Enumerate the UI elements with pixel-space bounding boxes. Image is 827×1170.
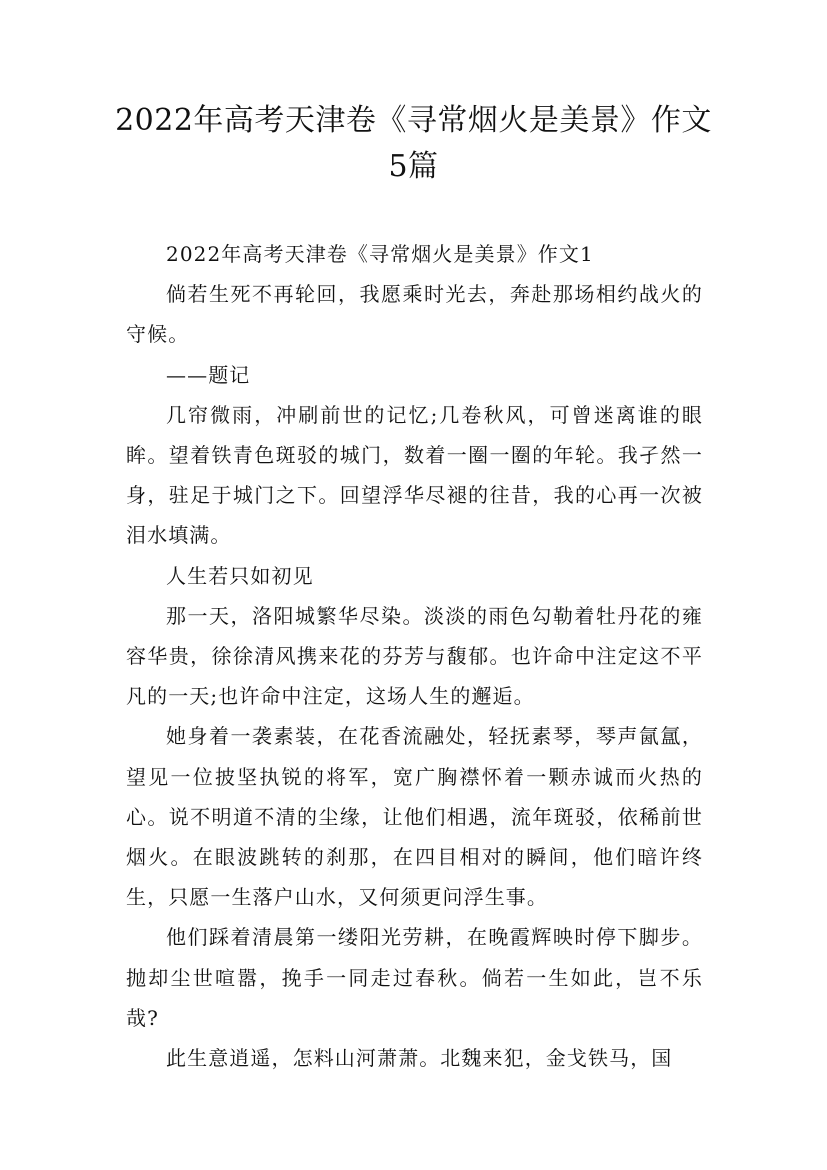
title-line-2: 5篇 <box>388 149 439 184</box>
paragraph: 她身着一袭素装，在花香流融处，轻抚素琴，琴声氤氲，望见一位披坚执锐的将军，宽广胸襟怀着一颗赤诚而火热的心。说不明道不清的尘缘，让他们相遇，流年斑驳，依稀前世烟火。在眼波跳转的刹那，在四目相对的瞬间，他们暗许终生，只愿一生落户山水，又何须更问浮生事。 <box>126 724 703 910</box>
document-title <box>100 98 727 190</box>
epigraph-attribution: ——题记 <box>166 362 251 387</box>
paragraph: 他们踩着清晨第一缕阳光劳耕，在晚霞辉映时停下脚步。抛却尘世喧嚣，挽手一同走过春秋。倘若一生如此，岂不乐哉? <box>126 925 703 1030</box>
essay-heading: 2022年高考天津卷《寻常烟火是美景》作文1 <box>166 242 594 266</box>
section-heading: 人生若只如初见 <box>166 563 314 588</box>
paragraph: 那一天，洛阳城繁华尽染。淡淡的雨色勾勒着牡丹花的雍容华贵，徐徐清风携来花的芬芳与馥郁。也许命中注定这不平凡的一天;也许命中注定，这场人生的邂逅。 <box>126 603 703 709</box>
document-body <box>126 234 703 1078</box>
epigraph: 倘若生死不再轮回，我愿乘时光去，奔赴那场相约战火的守候。 <box>126 282 703 347</box>
paragraph: 几帘微雨，冲刷前世的记忆;几卷秋风，可曾迷离谁的眼眸。望着铁青色斑驳的城门，数着一圈一圈的年轮。我孑然一身，驻足于城门之下。回望浮华尽褪的往昔，我的心再一次被泪水填满。 <box>126 402 703 548</box>
title-line-1: 2022年高考天津卷《寻常烟火是美景》作文 <box>115 103 712 138</box>
paragraph: 此生意逍遥，怎料山河萧萧。北魏来犯，金戈铁马，国 <box>166 1046 673 1071</box>
